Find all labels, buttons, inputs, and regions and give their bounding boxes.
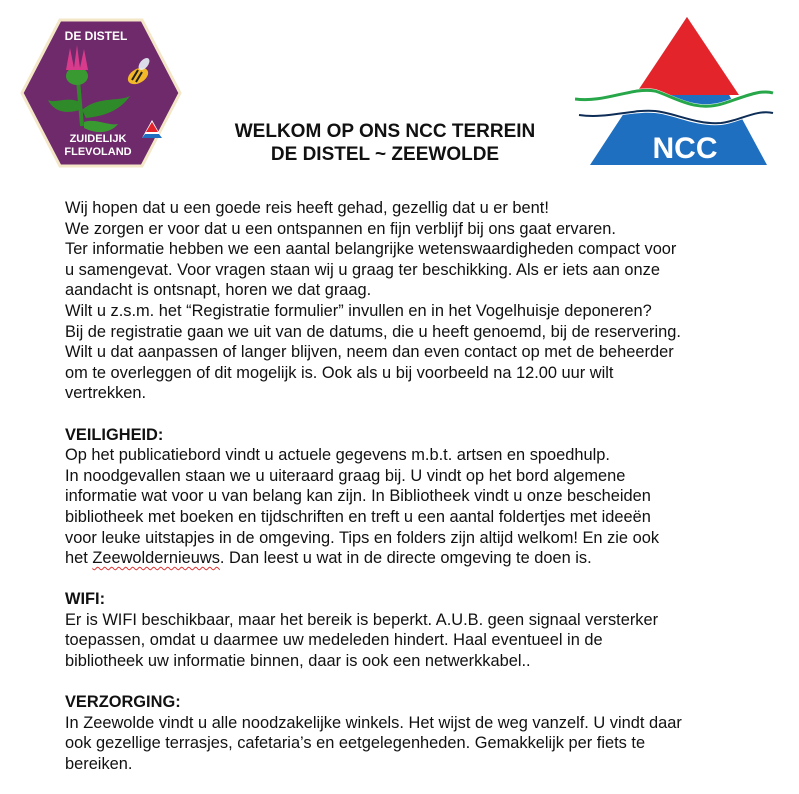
wifi-heading: WIFI:	[65, 590, 106, 609]
wifi-line: toepassen, omdat u daarmee uw medeleden hindert. Haal eventueel in de	[65, 631, 603, 650]
intro-line: u samengevat. Voor vragen staan wij u graag ter beschikking. Als er iets aan onze	[65, 260, 660, 279]
wifi-section	[65, 589, 765, 671]
veiligheid-section	[65, 425, 765, 569]
intro-line: Wilt u z.s.m. het “Registratie formulier” invullen en in het Vogelhuisje deponeren?	[65, 301, 652, 320]
intro-line: vertrekken.	[65, 384, 147, 403]
veiligheid-line: bibliotheek met boeken en tijdschriften en treft u een aantal foldertjes met ideeën	[65, 507, 651, 526]
verzorging-line: ook gezellige terrasjes, cafetaria’s en eetgelegenheden. Gemakkelijk per fiets te	[65, 734, 646, 753]
document-body	[65, 198, 765, 775]
veiligheid-last-line	[65, 548, 765, 569]
intro-line: Bij de registratie gaan we uit van de datums, die u heeft genoemd, bij de reservering.	[65, 322, 681, 341]
page-title	[195, 120, 575, 166]
verzorging-heading: VERZORGING:	[65, 693, 181, 712]
intro-line: Wilt u dat aanpassen of langer blijven, neem dan even contact op met de beheerder	[65, 343, 674, 362]
ncc-logo	[575, 15, 775, 170]
veiligheid-last-prefix: het	[65, 549, 93, 568]
title-line-1: WELKOM OP ONS NCC TERREIN	[234, 121, 536, 142]
wifi-line: bibliotheek uw informatie binnen, daar is ook een netwerkkabel..	[65, 652, 531, 671]
logo-left-bottom-line2: FLEVOLAND	[64, 146, 132, 158]
verzorging-section	[65, 692, 765, 774]
zeewoldernieuws-word: Zeewoldernieuws	[92, 549, 220, 568]
veiligheid-heading: VEILIGHEID:	[65, 425, 164, 444]
logo-left-top-text: DE DISTEL	[64, 29, 128, 43]
intro-line: Wij hopen dat u een goede reis heeft gehad, gezellig dat u er bent!	[65, 199, 549, 217]
veiligheid-line: In noodgevallen staan we u uiteraard graag bij. U vindt op het bord algemene	[65, 466, 626, 485]
de-distel-logo	[20, 18, 182, 168]
intro-line: aandacht is ontsnapt, horen we dat graag.	[65, 281, 372, 300]
logo-left-bottom-line1: ZUIDELIJK	[69, 133, 127, 145]
intro-section	[65, 198, 765, 404]
veiligheid-line: informatie wat voor u van belang kan zijn. In Bibliotheek vindt u onze bescheiden	[65, 487, 651, 506]
title-line-2: DE DISTEL ~ ZEEWOLDE	[270, 144, 500, 165]
intro-line: We zorgen er voor dat u een ontspannen en fijn verblijf bij ons gaat ervaren.	[65, 219, 616, 238]
verzorging-line: bereiken.	[65, 755, 133, 774]
veiligheid-line: voor leuke uitstapjes in de omgeving. Tips en folders zijn altijd welkom! En zie ook	[65, 528, 660, 547]
intro-line: Ter informatie hebben we een aantal belangrijke wetenswaardigheden compact voor	[65, 240, 677, 259]
veiligheid-last-suffix: . Dan leest u wat in de directe omgeving te doen is.	[219, 549, 592, 568]
veiligheid-line: Op het publicatiebord vindt u actuele gegevens m.b.t. artsen en spoedhulp.	[65, 446, 610, 465]
verzorging-line: In Zeewolde vindt u alle noodzakelijke winkels. Het wijst de weg vanzelf. U vindt daar	[65, 713, 682, 732]
intro-line: om te overleggen of dit mogelijk is. Ook als u bij voorbeeld na 12.00 uur wilt	[65, 363, 614, 382]
wifi-line: Er is WIFI beschikbaar, maar het bereik is beperkt. A.U.B. geen signaal versterker	[65, 610, 659, 629]
ncc-logo-text: NCC	[652, 132, 718, 165]
